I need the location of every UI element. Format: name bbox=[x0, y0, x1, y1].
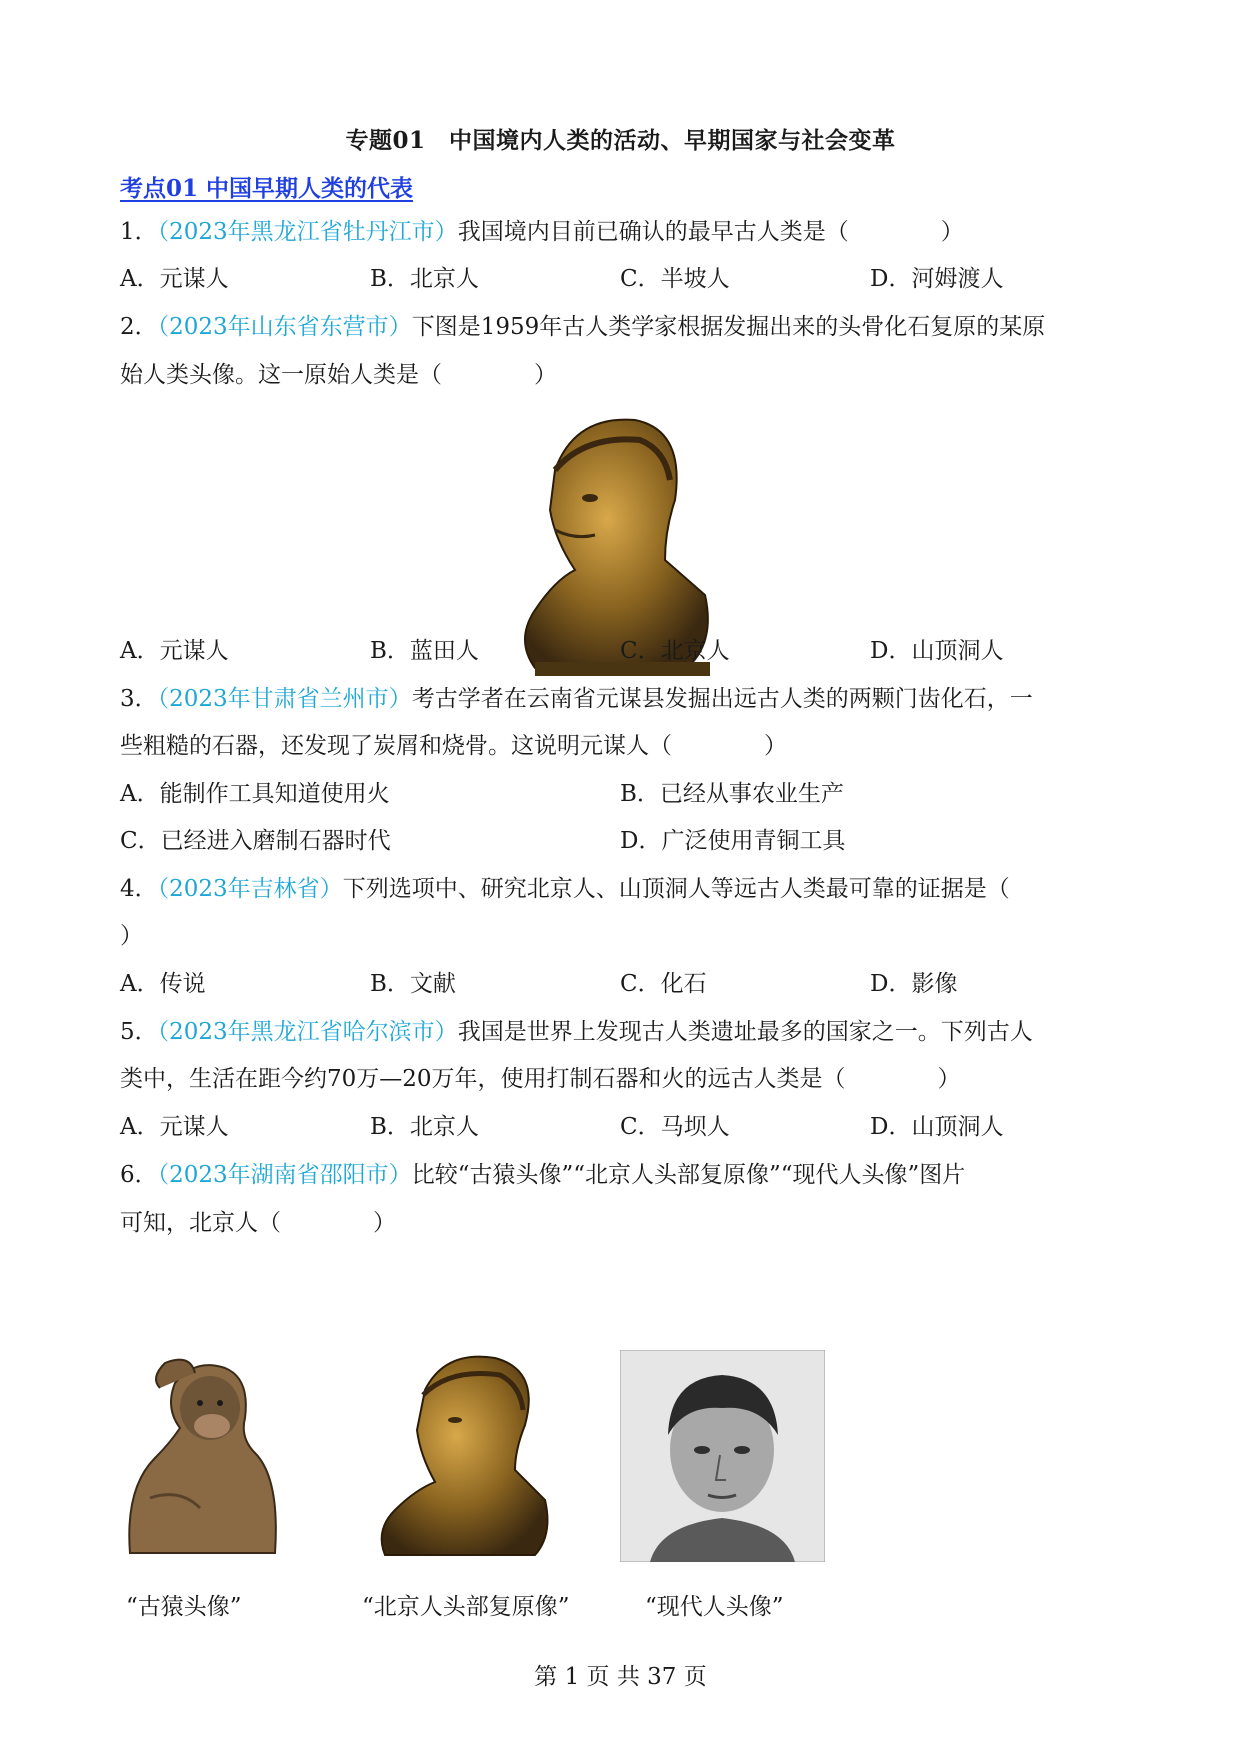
question-5: 5．（2023年黑龙江省哈尔滨市）我国是世界上发现古人类遗址最多的国家之一。下列古人 bbox=[120, 1019, 1033, 1045]
option-c: C．已经进入磨制石器时代 bbox=[120, 828, 391, 854]
question-2: 2．（2023年山东省东营市）下图是1959年古人类学家根据发掘出来的头骨化石复原的某原 bbox=[120, 314, 1046, 340]
ape-head-image bbox=[120, 1348, 285, 1558]
question-1: 1．（2023年黑龙江省牡丹江市）我国境内目前已确认的最早古人类是（ ） bbox=[120, 219, 964, 245]
question-3-cont: 些粗糙的石器，还发现了炭屑和烧骨。这说明元谋人（ ） bbox=[120, 733, 787, 759]
option-b: B．已经从事农业生产 bbox=[620, 781, 844, 807]
option-c: C．化石 bbox=[620, 971, 707, 997]
question-6-cont: 可知，北京人（ ） bbox=[120, 1210, 396, 1236]
question-5-cont: 类中，生活在距今约70万—20万年，使用打制石器和火的远古人类是（ ） bbox=[120, 1066, 961, 1092]
question-source: （2023年湖南省邵阳市） bbox=[157, 1162, 412, 1188]
page-footer: 第 1 页 共 37 页 bbox=[534, 1664, 707, 1690]
option-c: C．北京人 bbox=[620, 638, 730, 664]
option-b: B．北京人 bbox=[370, 266, 479, 292]
option-d: D．河姆渡人 bbox=[870, 266, 1004, 292]
question-4: 4．（2023年吉林省）下列选项中、研究北京人、山顶洞人等远古人类最可靠的证据是（ bbox=[120, 876, 1010, 902]
question-6: 6．（2023年湖南省邵阳市）比较“古猿头像”“北京人头部复原像”“现代人头像”图片 bbox=[120, 1162, 966, 1188]
option-a: A．元谋人 bbox=[120, 1114, 229, 1140]
question-4-cont: ） bbox=[120, 923, 143, 949]
modern-human-head-image bbox=[620, 1350, 825, 1562]
option-d: D．广泛使用青铜工具 bbox=[620, 828, 846, 854]
option-c: C．马坝人 bbox=[620, 1114, 730, 1140]
option-a: A．元谋人 bbox=[120, 638, 229, 664]
question-source: （2023年甘肃省兰州市） bbox=[157, 686, 412, 712]
option-a: A．元谋人 bbox=[120, 266, 229, 292]
caption-modern-human: “现代人头像” bbox=[645, 1594, 784, 1620]
question-source: （2023年山东省东营市） bbox=[157, 314, 412, 340]
option-a: A．能制作工具知道使用火 bbox=[120, 781, 390, 807]
option-b: B．文献 bbox=[370, 971, 456, 997]
section-heading: 考点01 中国早期人类的代表 bbox=[120, 175, 414, 202]
question-source: （2023年吉林省） bbox=[157, 876, 343, 902]
option-d: D．影像 bbox=[870, 971, 958, 997]
question-2-cont: 始人类头像。这一原始人类是（ ） bbox=[120, 362, 557, 388]
option-d: D．山顶洞人 bbox=[870, 638, 1004, 664]
peking-man-head-image bbox=[375, 1350, 555, 1560]
document-title: 专题01 中国境内人类的活动、早期国家与社会变革 bbox=[345, 127, 896, 154]
option-d: D．山顶洞人 bbox=[870, 1114, 1004, 1140]
option-b: B．北京人 bbox=[370, 1114, 479, 1140]
option-a: A．传说 bbox=[120, 971, 206, 997]
caption-ape: “古猿头像” bbox=[126, 1594, 242, 1620]
option-b: B．蓝田人 bbox=[370, 638, 479, 664]
caption-peking-man: “北京人头部复原像” bbox=[362, 1594, 570, 1620]
question-3: 3．（2023年甘肃省兰州市）考古学者在云南省元谋县发掘出远古人类的两颗门齿化石，一 bbox=[120, 686, 1033, 712]
question-source: （2023年黑龙江省哈尔滨市） bbox=[157, 1019, 458, 1045]
option-c: C．半坡人 bbox=[620, 266, 730, 292]
question-source: （2023年黑龙江省牡丹江市） bbox=[157, 219, 458, 245]
